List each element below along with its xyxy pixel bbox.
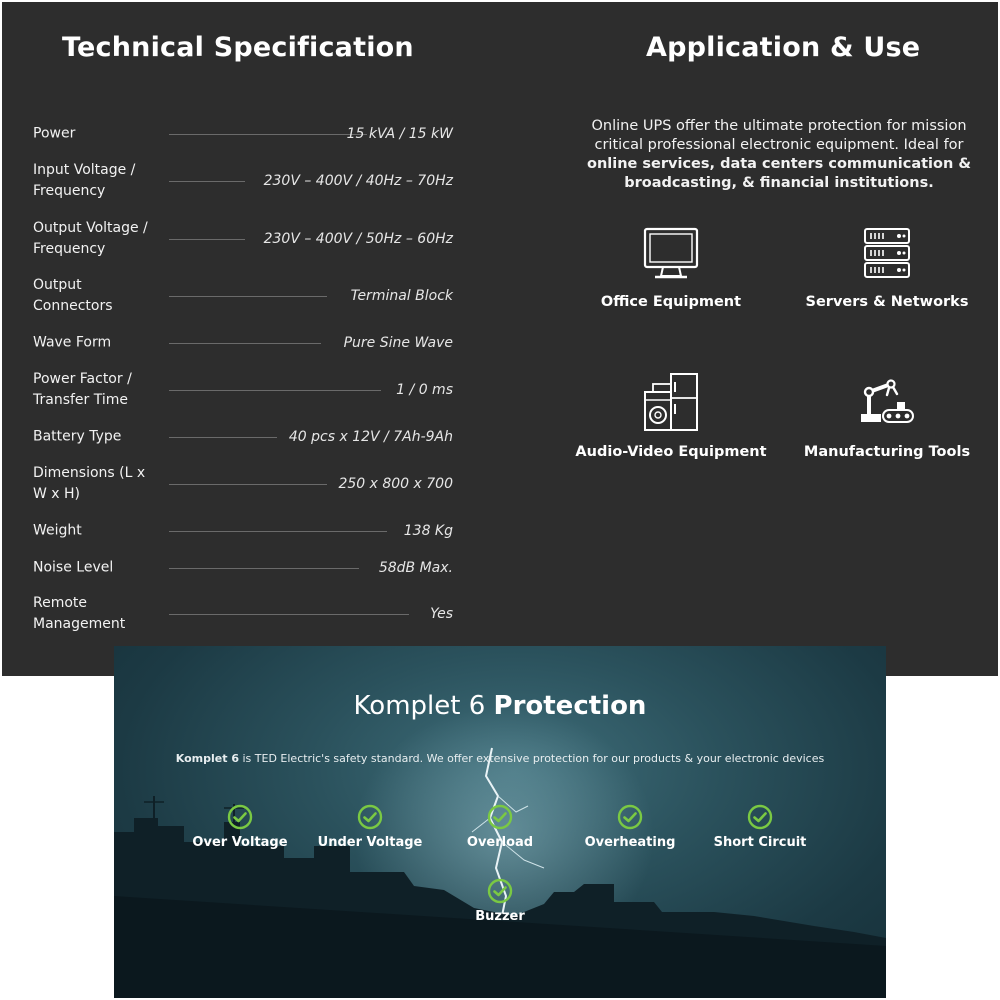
feature-label: Short Circuit bbox=[713, 835, 807, 850]
spec-title: Technical Specification bbox=[62, 32, 414, 63]
spec-label: Wave Form bbox=[33, 334, 112, 351]
protection-title bbox=[114, 691, 886, 721]
feature-label: Over Voltage bbox=[192, 835, 288, 850]
application-description-text: Online UPS offer the ultimate protection for mission critical professional electronic equipment. Ideal for bbox=[591, 118, 967, 153]
spec-label: Battery Type bbox=[33, 428, 122, 445]
spec-label: Input Voltage / Frequency bbox=[33, 162, 136, 199]
spec-row-input-voltage bbox=[33, 159, 453, 203]
app-item-office-equipment bbox=[566, 224, 776, 310]
protection-panel bbox=[114, 646, 886, 998]
spec-label: Weight bbox=[33, 522, 82, 539]
feature-overload bbox=[425, 804, 575, 850]
feature-label: Under Voltage bbox=[317, 835, 423, 850]
spec-value: 40 pcs x 12V / 7Ah-9Ah bbox=[288, 429, 453, 445]
spec-divider bbox=[169, 568, 359, 569]
spec-label: Power Factor / Transfer Time bbox=[33, 371, 132, 408]
spec-row-battery-type bbox=[33, 415, 453, 459]
app-item-manufacturing-tools bbox=[782, 374, 992, 460]
application-description bbox=[574, 117, 984, 193]
spec-label: Noise Level bbox=[33, 559, 114, 576]
top-panel bbox=[2, 2, 998, 676]
protection-title-light: Komplet 6 bbox=[353, 691, 486, 721]
spec-value: 58dB Max. bbox=[378, 560, 453, 576]
protection-subtitle bbox=[114, 752, 886, 765]
spec-divider bbox=[169, 134, 367, 135]
protection-subtitle-text: is TED Electric's safety standard. We offer extensive protection for our products & your electronic devices bbox=[239, 752, 825, 765]
spec-row-remote-management bbox=[33, 592, 453, 636]
spec-divider bbox=[169, 614, 409, 615]
spec-label: Output Voltage / Frequency bbox=[33, 220, 148, 257]
app-item-label: Audio-Video Equipment bbox=[575, 444, 767, 460]
feature-buzzer bbox=[425, 878, 575, 924]
application-title: Application & Use bbox=[646, 32, 921, 63]
check-circle-icon bbox=[617, 804, 643, 830]
spec-value: 250 x 800 x 700 bbox=[338, 476, 453, 492]
protection-title-bold: Protection bbox=[493, 691, 647, 721]
feature-label: Overload bbox=[466, 835, 534, 850]
robot-arm-icon bbox=[855, 374, 919, 434]
spec-divider bbox=[169, 390, 381, 391]
feature-short-circuit bbox=[685, 804, 835, 850]
check-circle-icon bbox=[747, 804, 773, 830]
spec-value: Pure Sine Wave bbox=[343, 335, 453, 351]
spec-row-power bbox=[33, 112, 453, 156]
feature-over-voltage bbox=[165, 804, 315, 850]
app-item-label: Servers & Networks bbox=[805, 294, 969, 310]
spec-divider bbox=[169, 239, 245, 240]
spec-label: Dimensions (L x W x H) bbox=[33, 465, 146, 502]
feature-under-voltage bbox=[295, 804, 445, 850]
spec-value: 138 Kg bbox=[403, 523, 453, 539]
app-item-label: Manufacturing Tools bbox=[803, 444, 971, 460]
spec-divider bbox=[169, 296, 327, 297]
spec-value: 230V – 400V / 40Hz – 70Hz bbox=[263, 173, 453, 189]
check-circle-icon bbox=[357, 804, 383, 830]
spec-label: Remote Management bbox=[33, 595, 126, 632]
spec-row-output-connectors bbox=[33, 274, 453, 318]
spec-value: 1 / 0 ms bbox=[396, 382, 453, 398]
server-icon bbox=[857, 224, 917, 284]
spec-row-noise-level bbox=[33, 546, 453, 590]
spec-label: Output Connectors bbox=[33, 277, 113, 314]
app-item-label: Office Equipment bbox=[600, 294, 742, 310]
spec-row-dimensions bbox=[33, 462, 453, 506]
spec-row-power-factor bbox=[33, 368, 453, 412]
spec-divider bbox=[169, 437, 277, 438]
spec-value: 15 kVA / 15 kW bbox=[346, 126, 453, 142]
spec-row-output-voltage bbox=[33, 217, 453, 261]
check-circle-icon bbox=[227, 804, 253, 830]
feature-label: Overheating bbox=[584, 835, 676, 850]
spec-value: 230V – 400V / 50Hz – 60Hz bbox=[263, 231, 453, 247]
feature-overheating bbox=[555, 804, 705, 850]
app-item-servers-networks bbox=[782, 224, 992, 310]
appliances-icon bbox=[639, 370, 703, 434]
check-circle-icon bbox=[487, 878, 513, 904]
spec-divider bbox=[169, 181, 245, 182]
spec-divider bbox=[169, 531, 387, 532]
spec-value: Terminal Block bbox=[350, 288, 453, 304]
spec-divider bbox=[169, 484, 327, 485]
app-item-audio-video bbox=[566, 370, 776, 460]
application-description-highlight: online services, data centers communication & broadcasting, & financial institutions. bbox=[586, 156, 971, 191]
check-circle-icon bbox=[487, 804, 513, 830]
protection-subtitle-brand: Komplet 6 bbox=[175, 752, 239, 765]
spec-value: Yes bbox=[430, 606, 453, 622]
monitor-icon bbox=[641, 224, 701, 284]
spec-label: Power bbox=[33, 125, 76, 142]
feature-label: Buzzer bbox=[475, 909, 525, 924]
spec-row-wave-form bbox=[33, 321, 453, 365]
spec-divider bbox=[169, 343, 321, 344]
